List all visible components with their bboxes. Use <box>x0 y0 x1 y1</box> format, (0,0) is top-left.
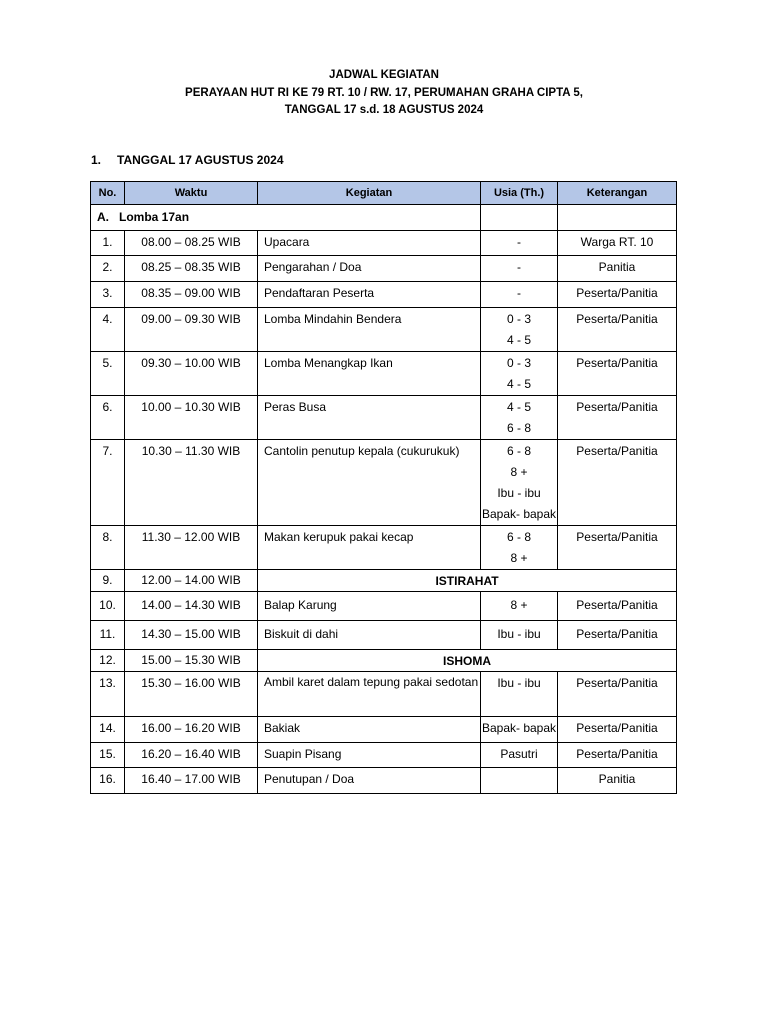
age-cell <box>481 768 558 794</box>
note-cell: Peserta/Panitia <box>558 743 677 768</box>
age-cell <box>481 526 558 570</box>
note-cell: Peserta/Panitia <box>558 396 677 440</box>
row-number: 10. <box>91 592 125 621</box>
column-header: Waktu <box>125 182 258 205</box>
age-cell <box>481 440 558 526</box>
age-value: 8 + <box>510 465 528 479</box>
section-heading <box>91 153 284 167</box>
time-cell: 08.25 – 08.35 WIB <box>125 256 258 282</box>
table-row <box>91 570 677 592</box>
time-cell: 10.30 – 11.30 WIB <box>125 440 258 526</box>
table-row <box>91 308 677 352</box>
row-number: 3. <box>91 282 125 308</box>
age-value: 4 - 5 <box>506 377 531 391</box>
age-value: Ibu - ibu <box>497 627 541 641</box>
activity-cell: Cantolin penutup kepala (cukurukuk) <box>258 440 481 526</box>
age-cell <box>481 396 558 440</box>
age-value: - <box>517 235 521 249</box>
age-value: Ibu - ibu <box>497 486 541 500</box>
table-row <box>91 592 677 621</box>
time-cell: 16.00 – 16.20 WIB <box>125 717 258 743</box>
age-cell <box>481 282 558 308</box>
age-value: Pasutri <box>500 747 538 761</box>
break-cell: ISHOMA <box>258 650 677 672</box>
note-cell: Peserta/Panitia <box>558 352 677 396</box>
time-cell: 11.30 – 12.00 WIB <box>125 526 258 570</box>
activity-cell: Balap Karung <box>258 592 481 621</box>
age-value: 4 - 5 <box>506 400 531 414</box>
column-header: Usia (Th.) <box>481 182 558 205</box>
age-cell <box>481 231 558 256</box>
break-cell: ISTIRAHAT <box>258 570 677 592</box>
table-row <box>91 717 677 743</box>
age-cell <box>481 352 558 396</box>
age-cell <box>481 621 558 650</box>
note-cell: Panitia <box>558 768 677 794</box>
note-cell: Peserta/Panitia <box>558 672 677 717</box>
table-row <box>91 526 677 570</box>
activity-cell: Biskuit di dahi <box>258 621 481 650</box>
table-header-row <box>91 182 677 205</box>
note-cell: Peserta/Panitia <box>558 282 677 308</box>
document-title <box>0 67 768 120</box>
age-value: - <box>517 260 521 274</box>
time-cell: 15.00 – 15.30 WIB <box>125 650 258 672</box>
age-cell <box>481 592 558 621</box>
note-cell: Panitia <box>558 256 677 282</box>
table-row <box>91 650 677 672</box>
time-cell: 10.00 – 10.30 WIB <box>125 396 258 440</box>
activity-cell: Suapin Pisang <box>258 743 481 768</box>
activity-cell: Lomba Menangkap Ikan <box>258 352 481 396</box>
age-value: Bapak- bapak <box>481 721 557 735</box>
age-value: 0 - 3 <box>506 312 531 326</box>
table-row <box>91 256 677 282</box>
row-number: 16. <box>91 768 125 794</box>
activity-cell: Pengarahan / Doa <box>258 256 481 282</box>
time-cell: 08.00 – 08.25 WIB <box>125 231 258 256</box>
time-cell: 16.20 – 16.40 WIB <box>125 743 258 768</box>
activity-cell: Bakiak <box>258 717 481 743</box>
age-cell <box>481 672 558 717</box>
row-number: 8. <box>91 526 125 570</box>
table-row <box>91 231 677 256</box>
title-line-2: PERAYAAN HUT RI KE 79 RT. 10 / RW. 17, PERUMAHAN GRAHA CIPTA 5, <box>185 86 583 99</box>
age-cell <box>481 743 558 768</box>
time-cell: 16.40 – 17.00 WIB <box>125 768 258 794</box>
title-line-3: TANGGAL 17 s.d. 18 AGUSTUS 2024 <box>284 104 484 116</box>
age-value: 6 - 8 <box>506 421 531 435</box>
table-row <box>91 743 677 768</box>
empty-cell <box>558 205 677 231</box>
empty-cell <box>481 205 558 231</box>
table-row <box>91 672 677 717</box>
age-value: 6 - 8 <box>506 530 531 544</box>
group-label: A. Lomba 17an <box>91 205 481 231</box>
group-row <box>91 205 677 231</box>
age-cell <box>481 717 558 743</box>
row-number: 5. <box>91 352 125 396</box>
age-value: 8 + <box>510 551 528 565</box>
row-number: 12. <box>91 650 125 672</box>
age-value: 0 - 3 <box>506 356 531 370</box>
age-value: Ibu - ibu <box>497 676 541 690</box>
age-cell <box>481 308 558 352</box>
activity-cell: Peras Busa <box>258 396 481 440</box>
note-cell: Warga RT. 10 <box>558 231 677 256</box>
note-cell: Peserta/Panitia <box>558 308 677 352</box>
row-number: 1. <box>91 231 125 256</box>
row-number: 6. <box>91 396 125 440</box>
note-cell: Peserta/Panitia <box>558 592 677 621</box>
age-value: Bapak- bapak <box>481 507 557 521</box>
schedule-table <box>90 181 677 794</box>
time-cell: 14.30 – 15.00 WIB <box>125 621 258 650</box>
note-cell: Peserta/Panitia <box>558 526 677 570</box>
column-header: Keterangan <box>558 182 677 205</box>
section-number: 1. <box>91 153 102 167</box>
time-cell: 09.00 – 09.30 WIB <box>125 308 258 352</box>
age-value: 4 - 5 <box>506 333 531 347</box>
row-number: 15. <box>91 743 125 768</box>
age-value: - <box>517 286 521 300</box>
row-number: 7. <box>91 440 125 526</box>
activity-cell: Upacara <box>258 231 481 256</box>
age-value: 8 + <box>510 598 528 612</box>
note-cell: Peserta/Panitia <box>558 621 677 650</box>
age-cell <box>481 256 558 282</box>
age-value: 6 - 8 <box>506 444 531 458</box>
row-number: 2. <box>91 256 125 282</box>
table-row <box>91 768 677 794</box>
table-row <box>91 440 677 526</box>
activity-cell: Pendaftaran Peserta <box>258 282 481 308</box>
table-row <box>91 282 677 308</box>
row-number: 4. <box>91 308 125 352</box>
time-cell: 09.30 – 10.00 WIB <box>125 352 258 396</box>
time-cell: 15.30 – 16.00 WIB <box>125 672 258 717</box>
activity-cell: Penutupan / Doa <box>258 768 481 794</box>
time-cell: 08.35 – 09.00 WIB <box>125 282 258 308</box>
table-row <box>91 621 677 650</box>
row-number: 14. <box>91 717 125 743</box>
time-cell: 14.00 – 14.30 WIB <box>125 592 258 621</box>
time-cell: 12.00 – 14.00 WIB <box>125 570 258 592</box>
section-title: TANGGAL 17 AGUSTUS 2024 <box>117 153 284 167</box>
activity-cell: Lomba Mindahin Bendera <box>258 308 481 352</box>
row-number: 13. <box>91 672 125 717</box>
title-line-1: JADWAL KEGIATAN <box>329 69 439 81</box>
row-number: 11. <box>91 621 125 650</box>
table-row <box>91 352 677 396</box>
column-header: Kegiatan <box>258 182 481 205</box>
column-header: No. <box>91 182 125 205</box>
note-cell: Peserta/Panitia <box>558 717 677 743</box>
row-number: 9. <box>91 570 125 592</box>
activity-cell: Makan kerupuk pakai kecap <box>258 526 481 570</box>
activity-cell: Ambil karet dalam tepung pakai sedotan <box>258 672 481 717</box>
note-cell: Peserta/Panitia <box>558 440 677 526</box>
table-row <box>91 396 677 440</box>
